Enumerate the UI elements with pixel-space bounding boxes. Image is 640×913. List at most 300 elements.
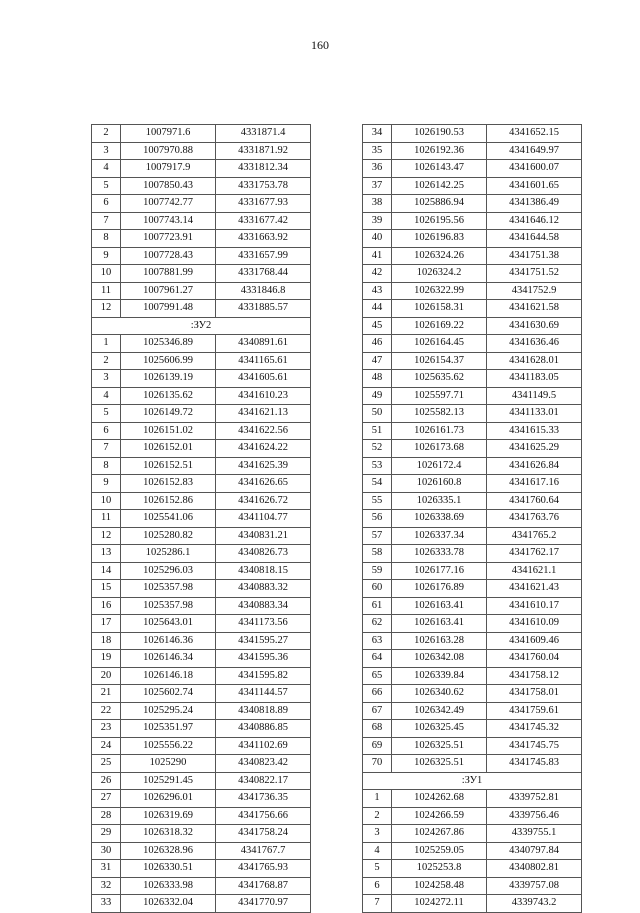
x-coordinate: 1025291.45 [121, 772, 216, 790]
y-coordinate: 4341745.75 [487, 737, 582, 755]
point-number: 29 [92, 825, 121, 843]
x-coordinate: 1024272.11 [392, 895, 487, 913]
point-number: 63 [363, 632, 392, 650]
table-row [92, 475, 311, 493]
y-coordinate: 4341183.05 [487, 370, 582, 388]
y-coordinate: 4341736.35 [216, 790, 311, 808]
y-coordinate: 4341745.32 [487, 720, 582, 738]
y-coordinate: 4331753.78 [216, 177, 311, 195]
table-row [363, 387, 582, 405]
point-number: 5 [92, 177, 121, 195]
x-coordinate: 1026339.84 [392, 667, 487, 685]
table-row [363, 842, 582, 860]
point-number: 31 [92, 860, 121, 878]
y-coordinate: 4339755.1 [487, 825, 582, 843]
table-row [363, 667, 582, 685]
y-coordinate: 4341615.33 [487, 422, 582, 440]
x-coordinate: 1024262.68 [392, 790, 487, 808]
point-number: 34 [363, 125, 392, 143]
x-coordinate: 1025643.01 [121, 615, 216, 633]
y-coordinate: 4331663.92 [216, 230, 311, 248]
x-coordinate: 1026161.73 [392, 422, 487, 440]
table-row [363, 422, 582, 440]
table-row [92, 895, 311, 913]
coordinates-table-right [362, 124, 582, 913]
y-coordinate: 4341625.39 [216, 457, 311, 475]
y-coordinate: 4341609.46 [487, 632, 582, 650]
point-number: 15 [92, 580, 121, 598]
table-row [363, 405, 582, 423]
point-number: 11 [92, 510, 121, 528]
point-number: 35 [363, 142, 392, 160]
point-number: 11 [92, 282, 121, 300]
point-number: 3 [363, 825, 392, 843]
point-number: 61 [363, 597, 392, 615]
table-row [363, 580, 582, 598]
x-coordinate: 1026324.26 [392, 247, 487, 265]
table-row [363, 212, 582, 230]
y-coordinate: 4341165.61 [216, 352, 311, 370]
x-coordinate: 1025295.24 [121, 702, 216, 720]
x-coordinate: 1026154.37 [392, 352, 487, 370]
x-coordinate: 1007723.91 [121, 230, 216, 248]
point-number: 27 [92, 790, 121, 808]
point-number: 2 [92, 352, 121, 370]
table-row [92, 685, 311, 703]
table-row [92, 737, 311, 755]
point-number: 68 [363, 720, 392, 738]
table-row [363, 335, 582, 353]
x-coordinate: 1026196.83 [392, 230, 487, 248]
y-coordinate: 4341768.87 [216, 877, 311, 895]
point-number: 64 [363, 650, 392, 668]
point-number: 26 [92, 772, 121, 790]
point-number: 4 [92, 160, 121, 178]
point-number: 20 [92, 667, 121, 685]
y-coordinate: 4340826.73 [216, 545, 311, 563]
x-coordinate: 1025346.89 [121, 335, 216, 353]
point-number: 55 [363, 492, 392, 510]
y-coordinate: 4341767.7 [216, 842, 311, 860]
table-row [363, 317, 582, 335]
y-coordinate: 4341628.01 [487, 352, 582, 370]
x-coordinate: 1026195.56 [392, 212, 487, 230]
x-coordinate: 1026337.34 [392, 527, 487, 545]
x-coordinate: 1026173.68 [392, 440, 487, 458]
table-row [363, 160, 582, 178]
table-row [363, 300, 582, 318]
table-row [92, 160, 311, 178]
y-coordinate: 4340818.15 [216, 562, 311, 580]
table-row [92, 300, 311, 318]
y-coordinate: 4341102.69 [216, 737, 311, 755]
table-row [363, 352, 582, 370]
table-row [363, 247, 582, 265]
y-coordinate: 4341770.97 [216, 895, 311, 913]
table-row [92, 265, 311, 283]
y-coordinate: 4341751.52 [487, 265, 582, 283]
x-coordinate: 1007917.9 [121, 160, 216, 178]
y-coordinate: 4341626.65 [216, 475, 311, 493]
y-coordinate: 4341149.5 [487, 387, 582, 405]
x-coordinate: 1026169.22 [392, 317, 487, 335]
x-coordinate: 1025357.98 [121, 597, 216, 615]
table-row [92, 422, 311, 440]
table-body-right [363, 125, 582, 913]
y-coordinate: 4331871.92 [216, 142, 311, 160]
point-number: 19 [92, 650, 121, 668]
table-row [363, 142, 582, 160]
x-coordinate: 1007743.14 [121, 212, 216, 230]
point-number: 45 [363, 317, 392, 335]
y-coordinate: 4339756.46 [487, 807, 582, 825]
x-coordinate: 1025541.06 [121, 510, 216, 528]
table-row [92, 790, 311, 808]
y-coordinate: 4341626.84 [487, 457, 582, 475]
table-row [92, 405, 311, 423]
point-number: 12 [92, 527, 121, 545]
x-coordinate: 1026190.53 [392, 125, 487, 143]
table-row [92, 842, 311, 860]
point-number: 40 [363, 230, 392, 248]
point-number: 6 [363, 877, 392, 895]
point-number: 25 [92, 755, 121, 773]
point-number: 2 [92, 125, 121, 143]
y-coordinate: 4341133.01 [487, 405, 582, 423]
table-body-left [92, 125, 311, 913]
x-coordinate: 1025635.62 [392, 370, 487, 388]
x-coordinate: 1025556.22 [121, 737, 216, 755]
y-coordinate: 4341758.01 [487, 685, 582, 703]
point-number: 65 [363, 667, 392, 685]
x-coordinate: 1026146.34 [121, 650, 216, 668]
table-row [363, 440, 582, 458]
point-number: 4 [363, 842, 392, 860]
table-row [92, 335, 311, 353]
x-coordinate: 1026146.18 [121, 667, 216, 685]
page-number: 160 [311, 38, 329, 52]
table-row [92, 825, 311, 843]
x-coordinate: 1025582.13 [392, 405, 487, 423]
x-coordinate: 1026342.49 [392, 702, 487, 720]
point-number: 38 [363, 195, 392, 213]
y-coordinate: 4341595.27 [216, 632, 311, 650]
x-coordinate: 1026152.01 [121, 440, 216, 458]
section-label: :ЗУ1 [363, 772, 582, 790]
table-row [92, 755, 311, 773]
x-coordinate: 1024258.48 [392, 877, 487, 895]
table-row [363, 615, 582, 633]
table-row [92, 632, 311, 650]
y-coordinate: 4341758.12 [487, 667, 582, 685]
table-row [92, 877, 311, 895]
y-coordinate: 4341751.38 [487, 247, 582, 265]
y-coordinate: 4341763.76 [487, 510, 582, 528]
table-row [92, 580, 311, 598]
x-coordinate: 1026332.04 [121, 895, 216, 913]
y-coordinate: 4341644.58 [487, 230, 582, 248]
point-number: 9 [92, 475, 121, 493]
table-row [92, 125, 311, 143]
point-number: 3 [92, 142, 121, 160]
table-row [92, 597, 311, 615]
table-row [92, 650, 311, 668]
point-number: 30 [92, 842, 121, 860]
section-header-row [92, 317, 311, 335]
table-row [363, 720, 582, 738]
point-number: 57 [363, 527, 392, 545]
point-number: 62 [363, 615, 392, 633]
table-row [363, 790, 582, 808]
table-row [363, 807, 582, 825]
point-number: 47 [363, 352, 392, 370]
table-row [92, 440, 311, 458]
x-coordinate: 1025259.05 [392, 842, 487, 860]
y-coordinate: 4331677.42 [216, 212, 311, 230]
point-number: 4 [92, 387, 121, 405]
point-number: 60 [363, 580, 392, 598]
table-row [92, 247, 311, 265]
point-number: 33 [92, 895, 121, 913]
point-number: 14 [92, 562, 121, 580]
y-coordinate: 4341610.17 [487, 597, 582, 615]
y-coordinate: 4341621.13 [216, 405, 311, 423]
y-coordinate: 4341626.72 [216, 492, 311, 510]
table-row [92, 667, 311, 685]
y-coordinate: 4341652.15 [487, 125, 582, 143]
x-coordinate: 1026325.51 [392, 737, 487, 755]
point-number: 16 [92, 597, 121, 615]
x-coordinate: 1025606.99 [121, 352, 216, 370]
x-coordinate: 1025290 [121, 755, 216, 773]
table-row [92, 177, 311, 195]
point-number: 67 [363, 702, 392, 720]
point-number: 39 [363, 212, 392, 230]
y-coordinate: 4340891.61 [216, 335, 311, 353]
table-row [92, 282, 311, 300]
y-coordinate: 4339757.08 [487, 877, 582, 895]
point-number: 12 [92, 300, 121, 318]
x-coordinate: 1025351.97 [121, 720, 216, 738]
section-header-row [363, 772, 582, 790]
x-coordinate: 1026340.62 [392, 685, 487, 703]
y-coordinate: 4341630.69 [487, 317, 582, 335]
table-row [92, 352, 311, 370]
table-row [363, 527, 582, 545]
point-number: 8 [92, 457, 121, 475]
x-coordinate: 1026158.31 [392, 300, 487, 318]
table-row [363, 125, 582, 143]
y-coordinate: 4341745.83 [487, 755, 582, 773]
x-coordinate: 1026160.8 [392, 475, 487, 493]
y-coordinate: 4340818.89 [216, 702, 311, 720]
table-row [92, 702, 311, 720]
point-number: 56 [363, 510, 392, 528]
x-coordinate: 1026322.99 [392, 282, 487, 300]
table-row [363, 282, 582, 300]
x-coordinate: 1025280.82 [121, 527, 216, 545]
point-number: 7 [92, 440, 121, 458]
y-coordinate: 4341646.12 [487, 212, 582, 230]
x-coordinate: 1026143.47 [392, 160, 487, 178]
y-coordinate: 4341595.82 [216, 667, 311, 685]
point-number: 6 [92, 195, 121, 213]
y-coordinate: 4341752.9 [487, 282, 582, 300]
x-coordinate: 1007970.88 [121, 142, 216, 160]
point-number: 43 [363, 282, 392, 300]
x-coordinate: 1007961.27 [121, 282, 216, 300]
point-number: 49 [363, 387, 392, 405]
x-coordinate: 1025597.71 [392, 387, 487, 405]
table-row [363, 877, 582, 895]
y-coordinate: 4341760.04 [487, 650, 582, 668]
y-coordinate: 4331846.8 [216, 282, 311, 300]
table-row [363, 755, 582, 773]
y-coordinate: 4340831.21 [216, 527, 311, 545]
y-coordinate: 4340886.85 [216, 720, 311, 738]
point-number: 17 [92, 615, 121, 633]
point-number: 42 [363, 265, 392, 283]
point-number: 36 [363, 160, 392, 178]
point-number: 8 [92, 230, 121, 248]
x-coordinate: 1007742.77 [121, 195, 216, 213]
y-coordinate: 4340823.42 [216, 755, 311, 773]
y-coordinate: 4341624.22 [216, 440, 311, 458]
x-coordinate: 1026333.98 [121, 877, 216, 895]
table-row [363, 230, 582, 248]
table-row [92, 492, 311, 510]
x-coordinate: 1026325.45 [392, 720, 487, 738]
x-coordinate: 1007728.43 [121, 247, 216, 265]
point-number: 5 [363, 860, 392, 878]
x-coordinate: 1026151.02 [121, 422, 216, 440]
point-number: 46 [363, 335, 392, 353]
table-row [92, 387, 311, 405]
table-row [363, 702, 582, 720]
y-coordinate: 4341621.58 [487, 300, 582, 318]
table-row [363, 895, 582, 913]
table-row [92, 457, 311, 475]
x-coordinate: 1026192.36 [392, 142, 487, 160]
y-coordinate: 4341649.97 [487, 142, 582, 160]
x-coordinate: 1026152.83 [121, 475, 216, 493]
point-number: 41 [363, 247, 392, 265]
table-row [363, 195, 582, 213]
table-row [363, 177, 582, 195]
x-coordinate: 1025602.74 [121, 685, 216, 703]
y-coordinate: 4339752.81 [487, 790, 582, 808]
table-row [363, 457, 582, 475]
x-coordinate: 1007850.43 [121, 177, 216, 195]
y-coordinate: 4341600.07 [487, 160, 582, 178]
table-row [92, 860, 311, 878]
x-coordinate: 1026176.89 [392, 580, 487, 598]
x-coordinate: 1025253.8 [392, 860, 487, 878]
table-row [363, 825, 582, 843]
y-coordinate: 4341595.36 [216, 650, 311, 668]
x-coordinate: 1026333.78 [392, 545, 487, 563]
x-coordinate: 1024267.86 [392, 825, 487, 843]
y-coordinate: 4341621.1 [487, 562, 582, 580]
table-row [92, 807, 311, 825]
x-coordinate: 1025886.94 [392, 195, 487, 213]
table-row [92, 772, 311, 790]
table-row [363, 510, 582, 528]
point-number: 48 [363, 370, 392, 388]
point-number: 24 [92, 737, 121, 755]
x-coordinate: 1025286.1 [121, 545, 216, 563]
x-coordinate: 1026149.72 [121, 405, 216, 423]
y-coordinate: 4341758.24 [216, 825, 311, 843]
y-coordinate: 4331812.34 [216, 160, 311, 178]
point-number: 69 [363, 737, 392, 755]
section-label: :ЗУ2 [92, 317, 311, 335]
point-number: 3 [92, 370, 121, 388]
x-coordinate: 1026152.86 [121, 492, 216, 510]
table-row [92, 527, 311, 545]
point-number: 2 [363, 807, 392, 825]
y-coordinate: 4340797.84 [487, 842, 582, 860]
y-coordinate: 4341759.61 [487, 702, 582, 720]
table-row [363, 737, 582, 755]
table-row [92, 615, 311, 633]
table-row [363, 597, 582, 615]
y-coordinate: 4341765.2 [487, 527, 582, 545]
x-coordinate: 1026319.69 [121, 807, 216, 825]
x-coordinate: 1026163.28 [392, 632, 487, 650]
y-coordinate: 4341605.61 [216, 370, 311, 388]
table-row [92, 212, 311, 230]
y-coordinate: 4341621.43 [487, 580, 582, 598]
point-number: 7 [92, 212, 121, 230]
y-coordinate: 4340802.81 [487, 860, 582, 878]
point-number: 58 [363, 545, 392, 563]
table-row [92, 370, 311, 388]
point-number: 37 [363, 177, 392, 195]
x-coordinate: 1026296.01 [121, 790, 216, 808]
y-coordinate: 4341173.56 [216, 615, 311, 633]
x-coordinate: 1025296.03 [121, 562, 216, 580]
x-coordinate: 1026177.16 [392, 562, 487, 580]
point-number: 21 [92, 685, 121, 703]
y-coordinate: 4341610.23 [216, 387, 311, 405]
table-row [363, 685, 582, 703]
x-coordinate: 1026342.08 [392, 650, 487, 668]
table-row [363, 492, 582, 510]
y-coordinate: 4341386.49 [487, 195, 582, 213]
point-number: 66 [363, 685, 392, 703]
x-coordinate: 1026142.25 [392, 177, 487, 195]
x-coordinate: 1026163.41 [392, 597, 487, 615]
x-coordinate: 1007971.6 [121, 125, 216, 143]
table-row [92, 195, 311, 213]
point-number: 51 [363, 422, 392, 440]
point-number: 22 [92, 702, 121, 720]
x-coordinate: 1026172.4 [392, 457, 487, 475]
x-coordinate: 1007881.99 [121, 265, 216, 283]
point-number: 5 [92, 405, 121, 423]
point-number: 53 [363, 457, 392, 475]
y-coordinate: 4341601.65 [487, 177, 582, 195]
y-coordinate: 4341144.57 [216, 685, 311, 703]
x-coordinate: 1026330.51 [121, 860, 216, 878]
x-coordinate: 1026139.19 [121, 370, 216, 388]
y-coordinate: 4341625.29 [487, 440, 582, 458]
y-coordinate: 4331768.44 [216, 265, 311, 283]
point-number: 32 [92, 877, 121, 895]
x-coordinate: 1026338.69 [392, 510, 487, 528]
table-row [92, 142, 311, 160]
